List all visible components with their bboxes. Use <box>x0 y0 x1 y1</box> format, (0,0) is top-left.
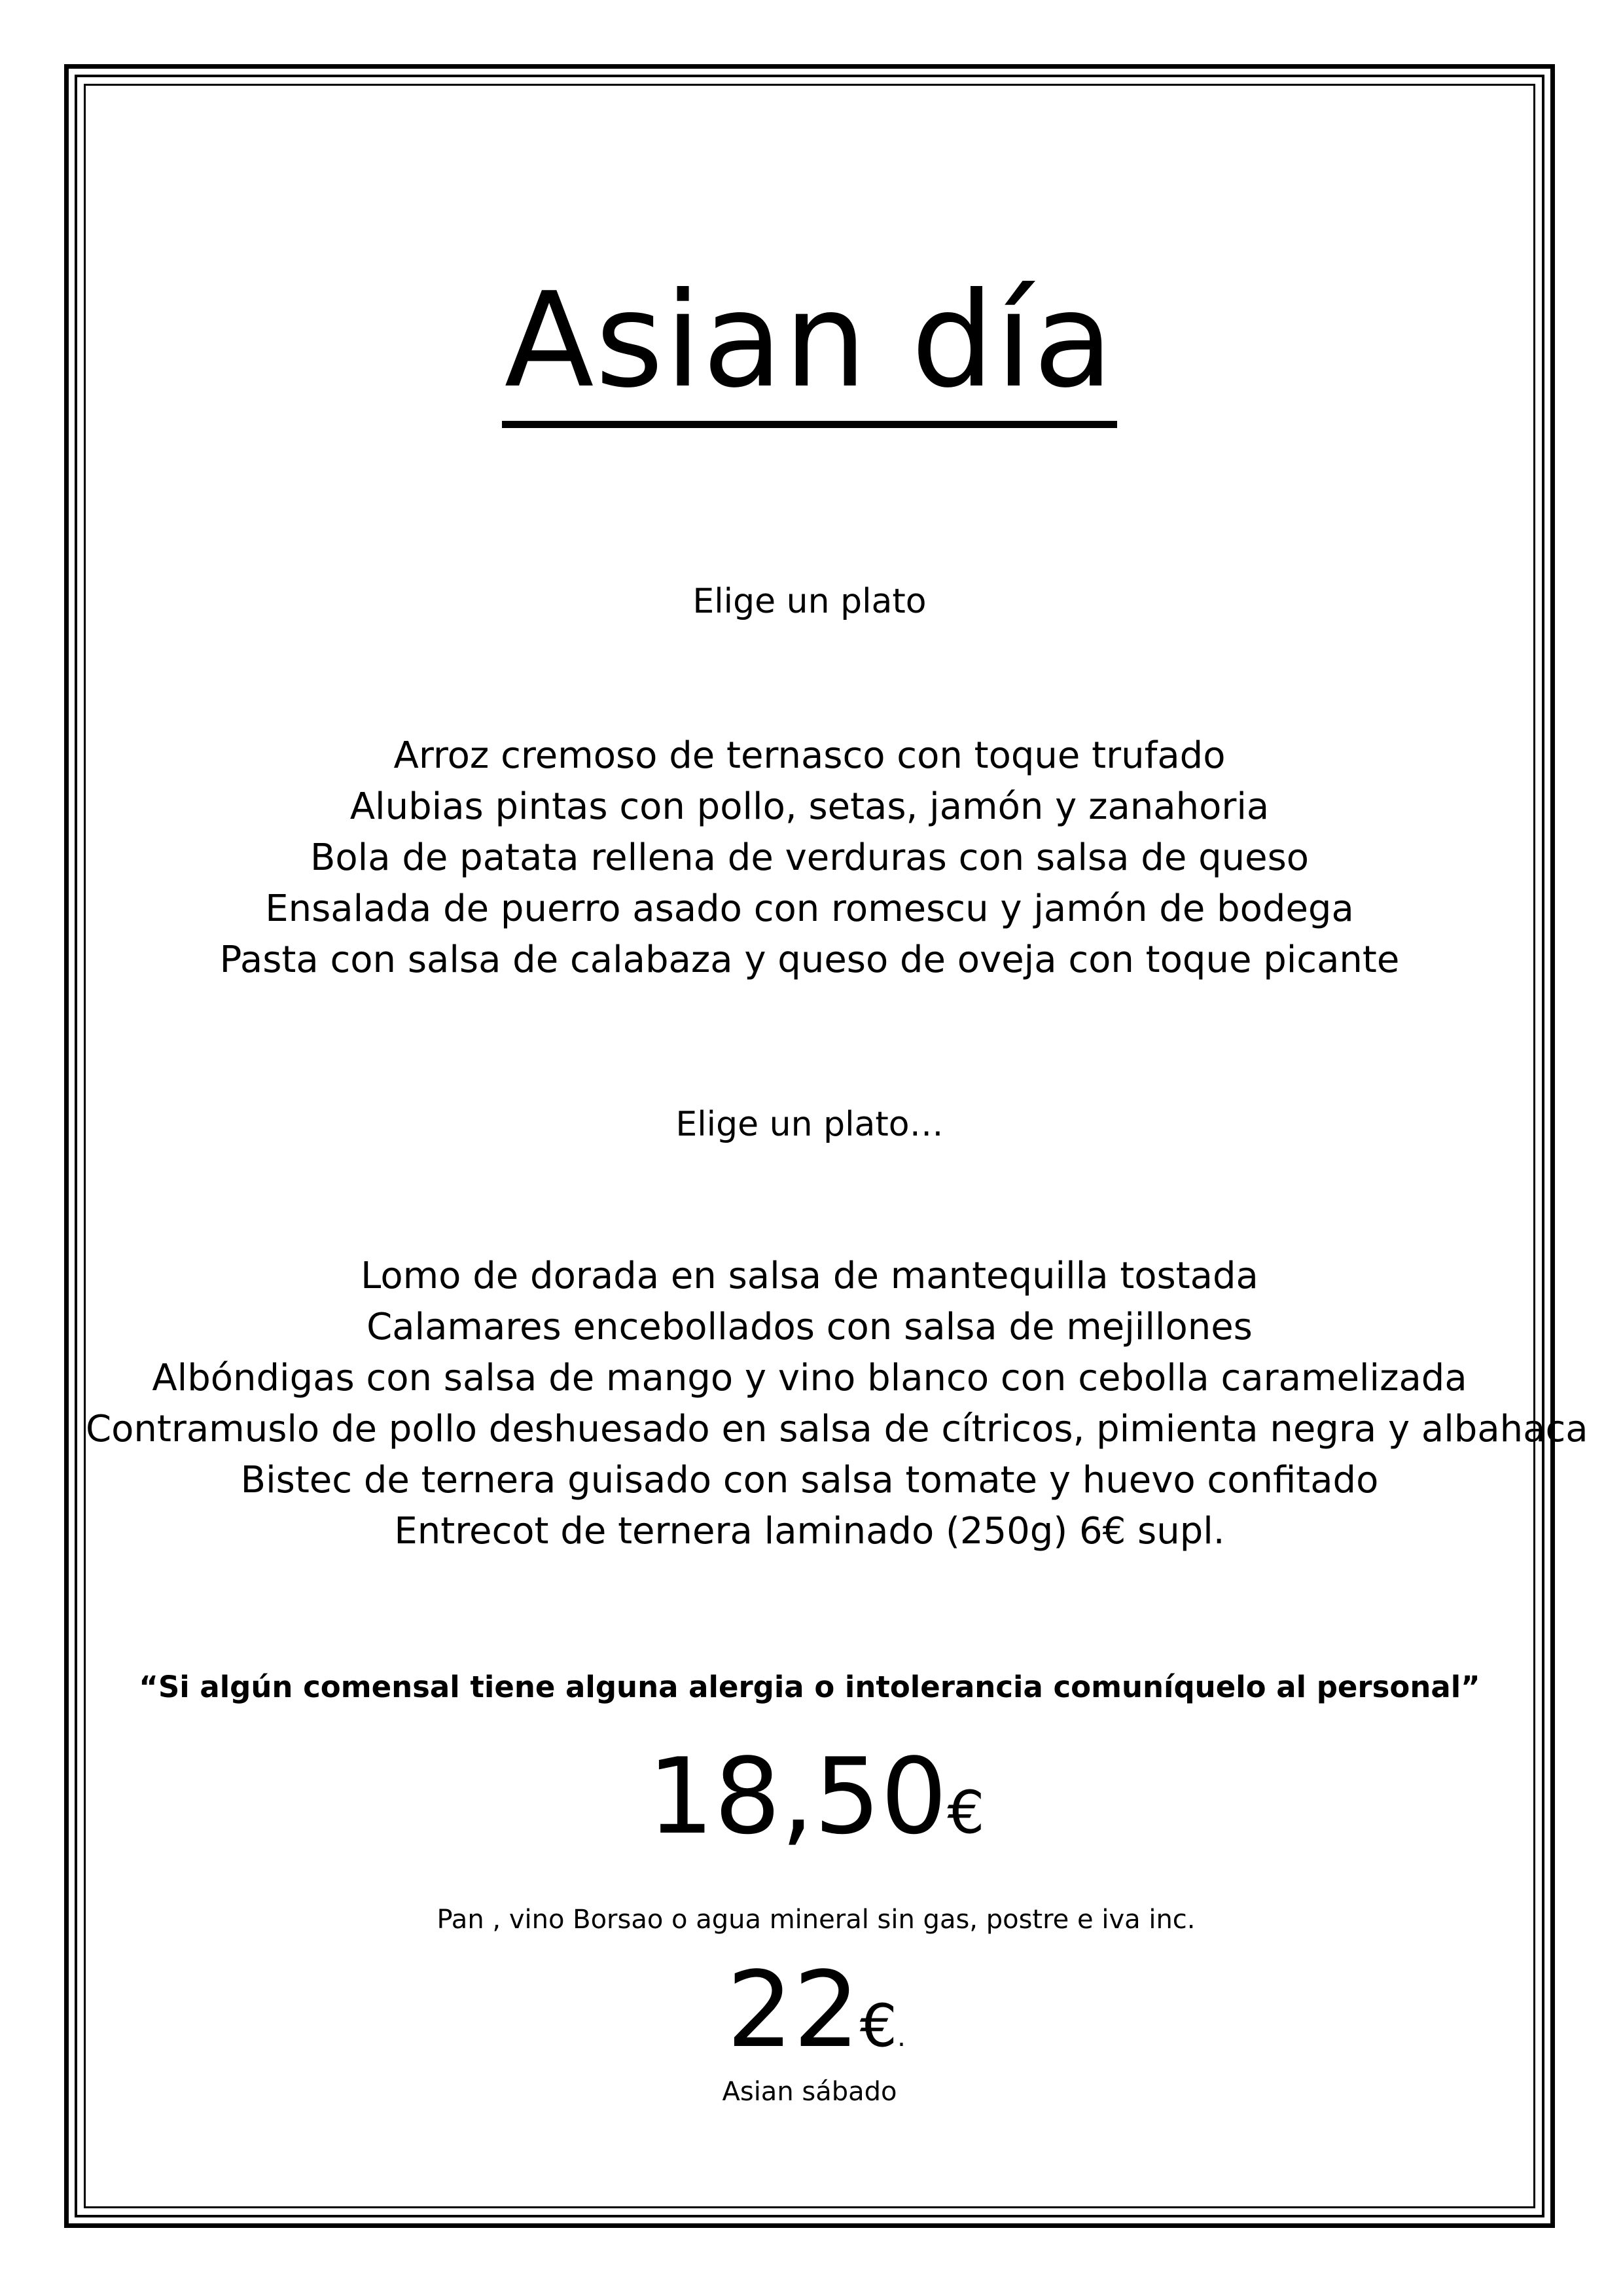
price-includes-note: Pan , vino Borsao o agua mineral sin gas, postre e iva inc. <box>437 1905 1196 1935</box>
price-weekday-currency: € <box>947 1778 985 1847</box>
dish-item: Bistec de ternera guisado con salsa tomate y huevo confitado <box>240 1459 1379 1501</box>
dish-item: Albóndigas con salsa de mango y vino blanco con cebolla caramelizada <box>152 1357 1467 1399</box>
price-saturday-currency: € <box>859 1992 898 2060</box>
price-weekday <box>86 1735 1533 1857</box>
saturday-label: Asian sábado <box>722 2077 897 2107</box>
dish-item: Ensalada de puerro asado con romescu y jamón de bodega <box>265 888 1354 930</box>
menu-title: Asian día <box>502 276 1118 428</box>
section2-heading: Elige un plato… <box>675 1105 944 1144</box>
section2-dish-list <box>86 1251 1588 1557</box>
section1-dish-list <box>86 730 1533 986</box>
dish-item: Lomo de dorada en salsa de mantequilla tostada <box>361 1255 1258 1297</box>
dish-item: Contramuslo de pollo deshuesado en salsa de cítricos, pimienta negra y albahaca <box>86 1408 1588 1450</box>
dish-item: Alubias pintas con pollo, setas, jamón y zanahoria <box>349 785 1270 828</box>
dish-item: Entrecot de ternera laminado (250g) 6€ supl. <box>394 1510 1225 1552</box>
dish-item: Pasta con salsa de calabaza y queso de oveja con toque picante <box>219 939 1400 981</box>
price-saturday-amount: 22 <box>726 1948 860 2071</box>
dish-item: Bola de patata rellena de verduras con salsa de queso <box>310 836 1309 879</box>
section1-heading: Elige un plato <box>692 582 927 621</box>
price-saturday-suffix: . <box>897 2022 906 2053</box>
menu-page <box>86 86 1588 2206</box>
dish-item: Arroz cremoso de ternasco con toque trufado <box>393 734 1226 777</box>
price-weekday-amount: 18,50 <box>647 1735 948 1857</box>
allergy-notice: “Si algún comensal tiene alguna alergia o intolerancia comuníquelo al personal” <box>139 1670 1480 1704</box>
menu-title-block <box>86 264 1533 428</box>
price-saturday <box>86 1948 1533 2071</box>
dish-item: Calamares encebollados con salsa de mejillones <box>366 1306 1253 1348</box>
